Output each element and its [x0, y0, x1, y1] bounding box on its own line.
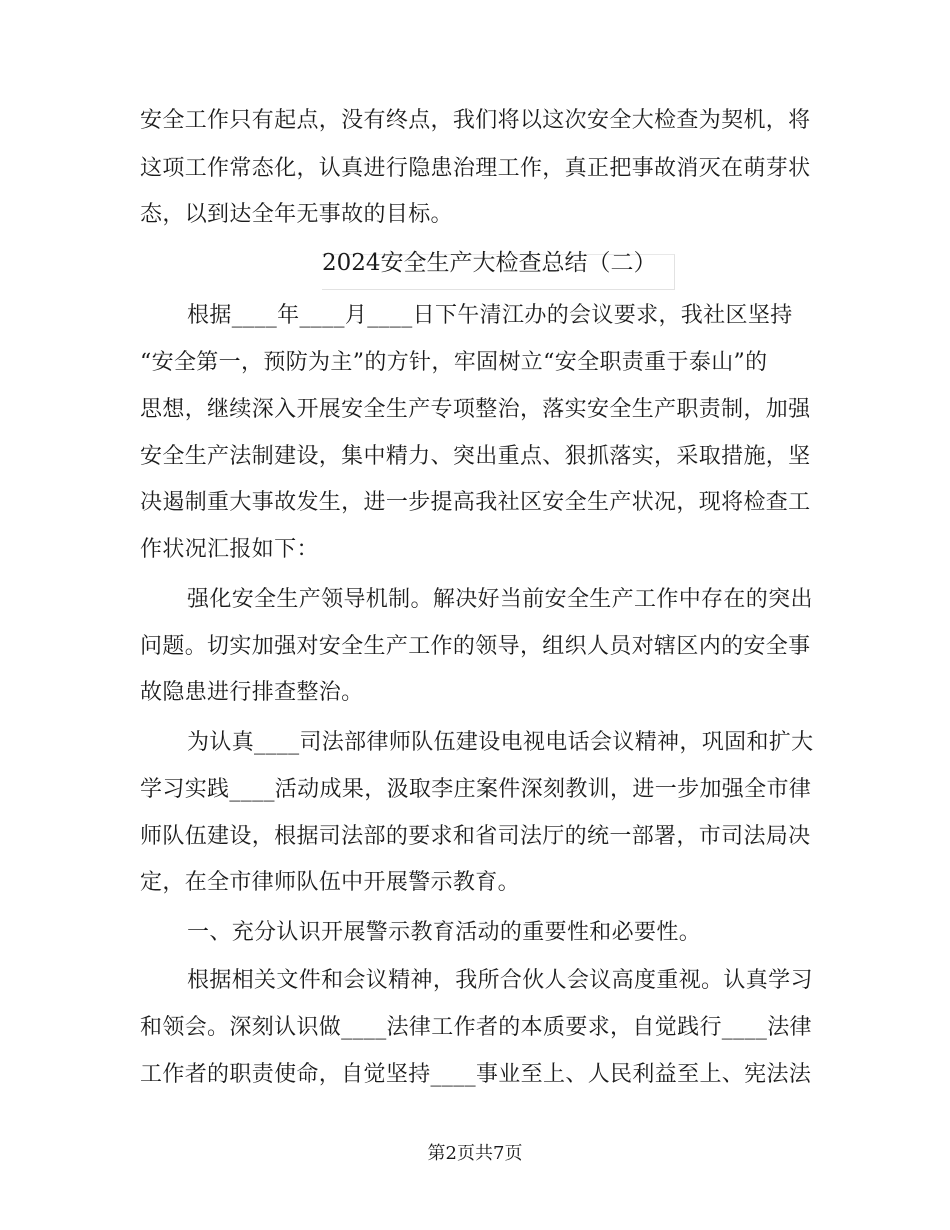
- page-number-footer: 第2页共7页: [427, 1143, 523, 1164]
- paragraph3-line-3: 师队伍建设，根据司法部的要求和省司法厅的统一部署，市司法局决: [140, 824, 811, 849]
- paragraph4-line-2: 和领会。深刻认识做____法律工作者的本质要求，自觉践行____法律: [140, 1015, 812, 1040]
- paragraph1-line-5: 决遏制重大事故发生，进一步提高我社区安全生产状况，现将检查工: [140, 490, 811, 515]
- paragraph2-line-3: 故隐患进行排查整治。: [140, 680, 364, 705]
- paragraph4-line-1: 根据相关文件和会议精神，我所合伙人会议高度重视。认真学习: [187, 968, 813, 993]
- heading-1: 一、充分认识开展警示教育活动的重要性和必要性。: [187, 920, 702, 945]
- section-title: 2024安全生产大检查总结（二）: [322, 250, 657, 276]
- paragraph3-line-1: 为认真____司法部律师队伍建设电视电话会议精神，巩固和扩大: [187, 730, 814, 755]
- intro-line-3: 态，以到达全年无事故的目标。: [140, 202, 453, 227]
- paragraph1-line-2: “安全第一，预防为主”的方针，牢固树立“安全职责重于泰山”的: [140, 350, 768, 375]
- paragraph3-line-4: 定，在全市律师队伍中开展警示教育。: [140, 870, 520, 895]
- intro-line-2: 这项工作常态化，认真进行隐患治理工作，真正把事故消灭在萌芽状: [140, 156, 811, 181]
- paragraph4-line-3: 工作者的职责使命，自觉坚持____事业至上、人民利益至上、宪法法: [140, 1062, 812, 1087]
- paragraph2-line-2: 问题。切实加强对安全生产工作的领导，组织人员对辖区内的安全事: [140, 634, 811, 659]
- paragraph1-line-3: 思想，继续深入开展安全生产专项整治，落实安全生产职责制，加强: [140, 397, 811, 422]
- paragraph2-line-1: 强化安全生产领导机制。解决好当前安全生产工作中存在的突出: [187, 587, 813, 612]
- paragraph1-line-4: 安全生产法制建设，集中精力、突出重点、狠抓落实，采取措施，坚: [140, 444, 811, 469]
- intro-line-1: 安全工作只有起点，没有终点，我们将以这次安全大检查为契机，将: [140, 108, 811, 133]
- paragraph1-line-1: 根据____年____月____日下午清江办的会议要求，我社区坚持: [187, 303, 793, 328]
- paragraph3-line-2: 学习实践____活动成果，汲取李庄案件深刻教训，进一步加强全市律: [140, 777, 812, 802]
- paragraph1-line-6: 作状况汇报如下：: [140, 537, 319, 562]
